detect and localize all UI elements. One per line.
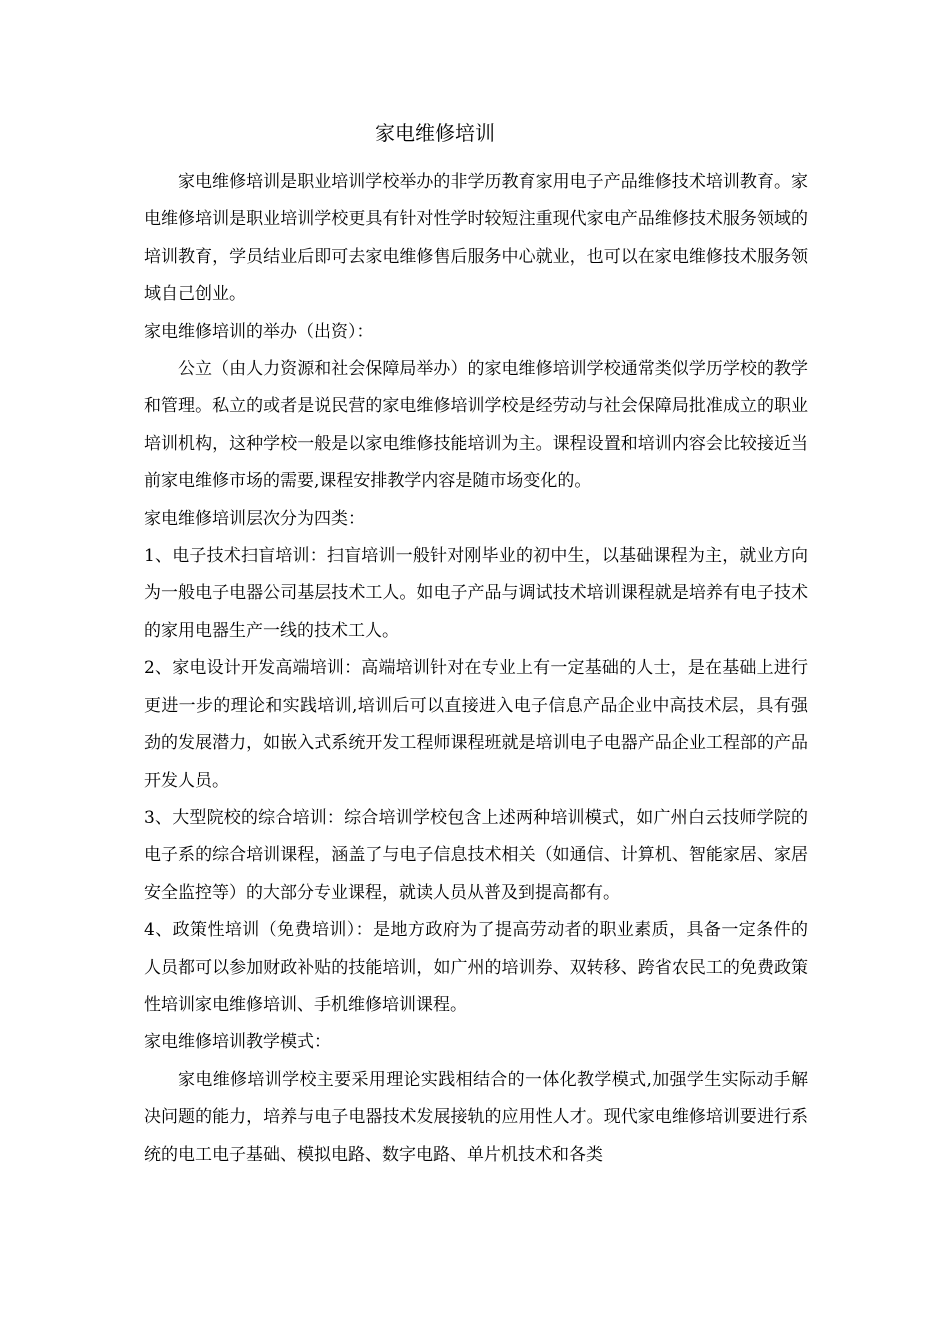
paragraph-teaching-mode: 家电维修培训学校主要采用理论实践相结合的一体化教学模式,加强学生实际动手解决问题的能力，培养与电子电器技术发展接轨的应用性人才。现代家电维修培训要进行系统的电工电子基础、模拟电路、数字电路、单片机技术和各类 [144, 1069, 808, 1165]
paragraph-funding: 公立（由人力资源和社会保障局举办）的家电维修培训学校通常类似学历学校的教学和管理。私立的或者是说民营的家电维修培训学校是经劳动与社会保障局批准成立的职业培训机构，这种学校一般是以家电维修技能培训为主。课程设置和培训内容会比较接近当前家电维修市场的需要,课程安排教学内容是随市场变化的。 [144, 359, 808, 492]
document-title: 家电维修培训 [375, 121, 495, 145]
list-item-level-1: 1、电子技术扫盲培训：扫盲培训一般针对刚毕业的初中生，以基础课程为主，就业方向为一般电子电器公司基层技术工人。如电子产品与调试技术培训课程就是培养有电子技术的家用电器生产一线的技术工人。 [144, 546, 808, 641]
section-heading-funding: 家电维修培训的举办（出资）： [144, 321, 374, 342]
list-item-level-3: 3、大型院校的综合培训：综合培训学校包含上述两种培训模式，如广州白云技师学院的电子系的综合培训课程，涵盖了与电子信息技术相关（如通信、计算机、智能家居、家居安全监控等）的大部分专业课程，就读人员从普及到提高都有。 [144, 807, 808, 903]
document-body [144, 164, 808, 1174]
section-heading-levels: 家电维修培训层次分为四类： [144, 508, 365, 529]
list-item-level-2: 2、家电设计开发高端培训：高端培训针对在专业上有一定基础的人士，是在基础上进行更进一步的理论和实践培训,培训后可以直接进入电子信息产品企业中高技术层，具有强劲的发展潜力，如嵌入式系统开发工程师课程班就是培训电子电器产品企业工程部的产品开发人员。 [144, 658, 808, 791]
list-item-level-4: 4、政策性培训（免费培训）：是地方政府为了提高劳动者的职业素质，具备一定条件的人员都可以参加财政补贴的技能培训，如广州的培训券、双转移、跨省农民工的免费政策性培训家电维修培训、手机维修培训课程。 [144, 920, 808, 1015]
paragraph-intro: 家电维修培训是职业培训学校举办的非学历教育家用电子产品维修技术培训教育。家电维修培训是职业培训学校更具有针对性学时较短注重现代家电产品维修技术服务领域的培训教育，学员结业后即可去家电维修售后服务中心就业，也可以在家电维修技术服务领域自己创业。 [144, 172, 808, 305]
section-heading-teaching-mode: 家电维修培训教学模式： [144, 1032, 331, 1053]
